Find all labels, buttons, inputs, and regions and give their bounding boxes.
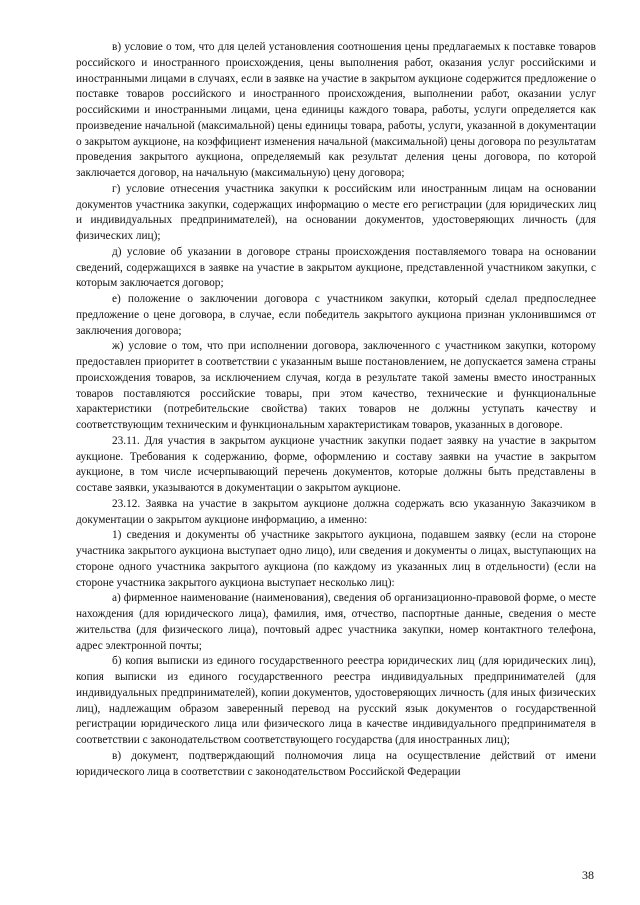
document-body [76, 40, 596, 780]
paragraph-g-residency: г) условие отнесения участника закупки к российским или иностранным лицам на основании документов участника закупки, содержащих информацию о месте его регистрации (для юридических лиц и индивидуальных предпринимателей), на основании документов, удостоверяющих личность (для физических лиц); [76, 182, 596, 242]
paragraph-23-12: 23.12. Заявка на участие в закрытом аукционе должна содержать всю указанную Заказчиком в документации о закрытом аукционе информацию, а именно: [76, 497, 596, 526]
paragraph-zh-no-substitution: ж) условие о том, что при исполнении договора, заключенного с участником закупки, которому предоставлен приоритет в соответствии с указанным выше постановлением, не допускается замена страны происхождения товаров, за исключением случая, когда в результате такой замены вместо иностранных товаров поставляются российские товары, при этом качество, технические и функциональные характеристики (потребительские свойства) таких товаров не должны уступать качеству и соответствующим техническим и функциональным характеристикам товаров, указанных в договоре. [76, 340, 596, 431]
paragraph-item-a: а) фирменное наименование (наименования), сведения об организационно-правовой форме, о месте нахождения (для юридического лица), фамилия, имя, отчество, паспортные данные, сведения о месте жительства (для физического лица), почтовый адрес участника закупки, номер контактного телефона, адрес электронной почты; [76, 592, 596, 652]
paragraph-item-1: 1) сведения и документы об участнике закрытого аукциона, подавшем заявку (если на стороне участника закрытого аукциона выступает одно лицо), или сведения и документы о лицах, выступающих на стороне одного участника закрытого аукциона (по каждому из указанных лиц в отдельности) (если на стороне участника закрытого аукциона выступает несколько лиц): [76, 529, 596, 589]
paragraph-e-second-bidder: е) положение о заключении договора с участником закупки, который сделал предпоследнее предложение о цене договора, в случае, если победитель закрытого аукциона признан уклонившимся от заключения договора; [76, 293, 596, 337]
page-number: 38 [582, 868, 594, 882]
paragraph-item-v-authority: в) документ, подтверждающий полномочия лица на осуществление действий от имени юридического лица в соответствии с законодательством Российской Федерации [76, 749, 596, 778]
paragraph-item-b: б) копия выписки из единого государственного реестра юридических лиц (для юридических лиц), копия выписки из единого государственного реестра индивидуальных предпринимателей (для индивидуальных предпринимателей), копии документов, удостоверяющих личность (для иных физических лиц), надлежащим образом заверенный перевод на русский язык документов о государственной регистрации юридического лица или физического лица в качестве индивидуального предпринимателя в соответствии с законодательством соответствующего государства (для иностранных лиц); [76, 655, 596, 746]
paragraph-d-origin-country: д) условие об указании в договоре страны происхождения поставляемого товара на основании сведений, содержащихся в заявке на участие в закрытом аукционе, представленной участником закупки, с которым заключается договор; [76, 245, 596, 290]
paragraph-23-11: 23.11. Для участия в закрытом аукционе участник закупки подает заявку на участие в закрытом аукционе. Требования к содержанию, форме, оформлению и составу заявки на участие в закрытом аукционе, в том числе исчерпывающий перечень документов, которые должны быть представлены в составе заявки, указываются в документации о закрытом аукционе. [76, 434, 596, 494]
paragraph-v-price-ratio: в) условие о том, что для целей установления соотношения цены предлагаемых к поставке товаров российского и иностранного происхождения, цены выполнения работ, оказания услуг российскими и иностранными лицами в случаях, если в заявке на участие в закрытом аукционе содержится предложение о поставке товаров российского и иностранного происхождения, выполнении работ, оказании услуг российскими и иностранными лицами, цена единицы каждого товара, работы, услуги определяется как произведение начальной (максимальной) цены единицы товара, работы, услуги, указанной в документации о закрытом аукционе, на коэффициент изменения начальной (максимальной) цены договора по результатам проведения закрытого аукциона, определяемый как результат деления цены договора, по которой заключается договор, на начальную (максимальную) цену договора; [76, 41, 596, 179]
